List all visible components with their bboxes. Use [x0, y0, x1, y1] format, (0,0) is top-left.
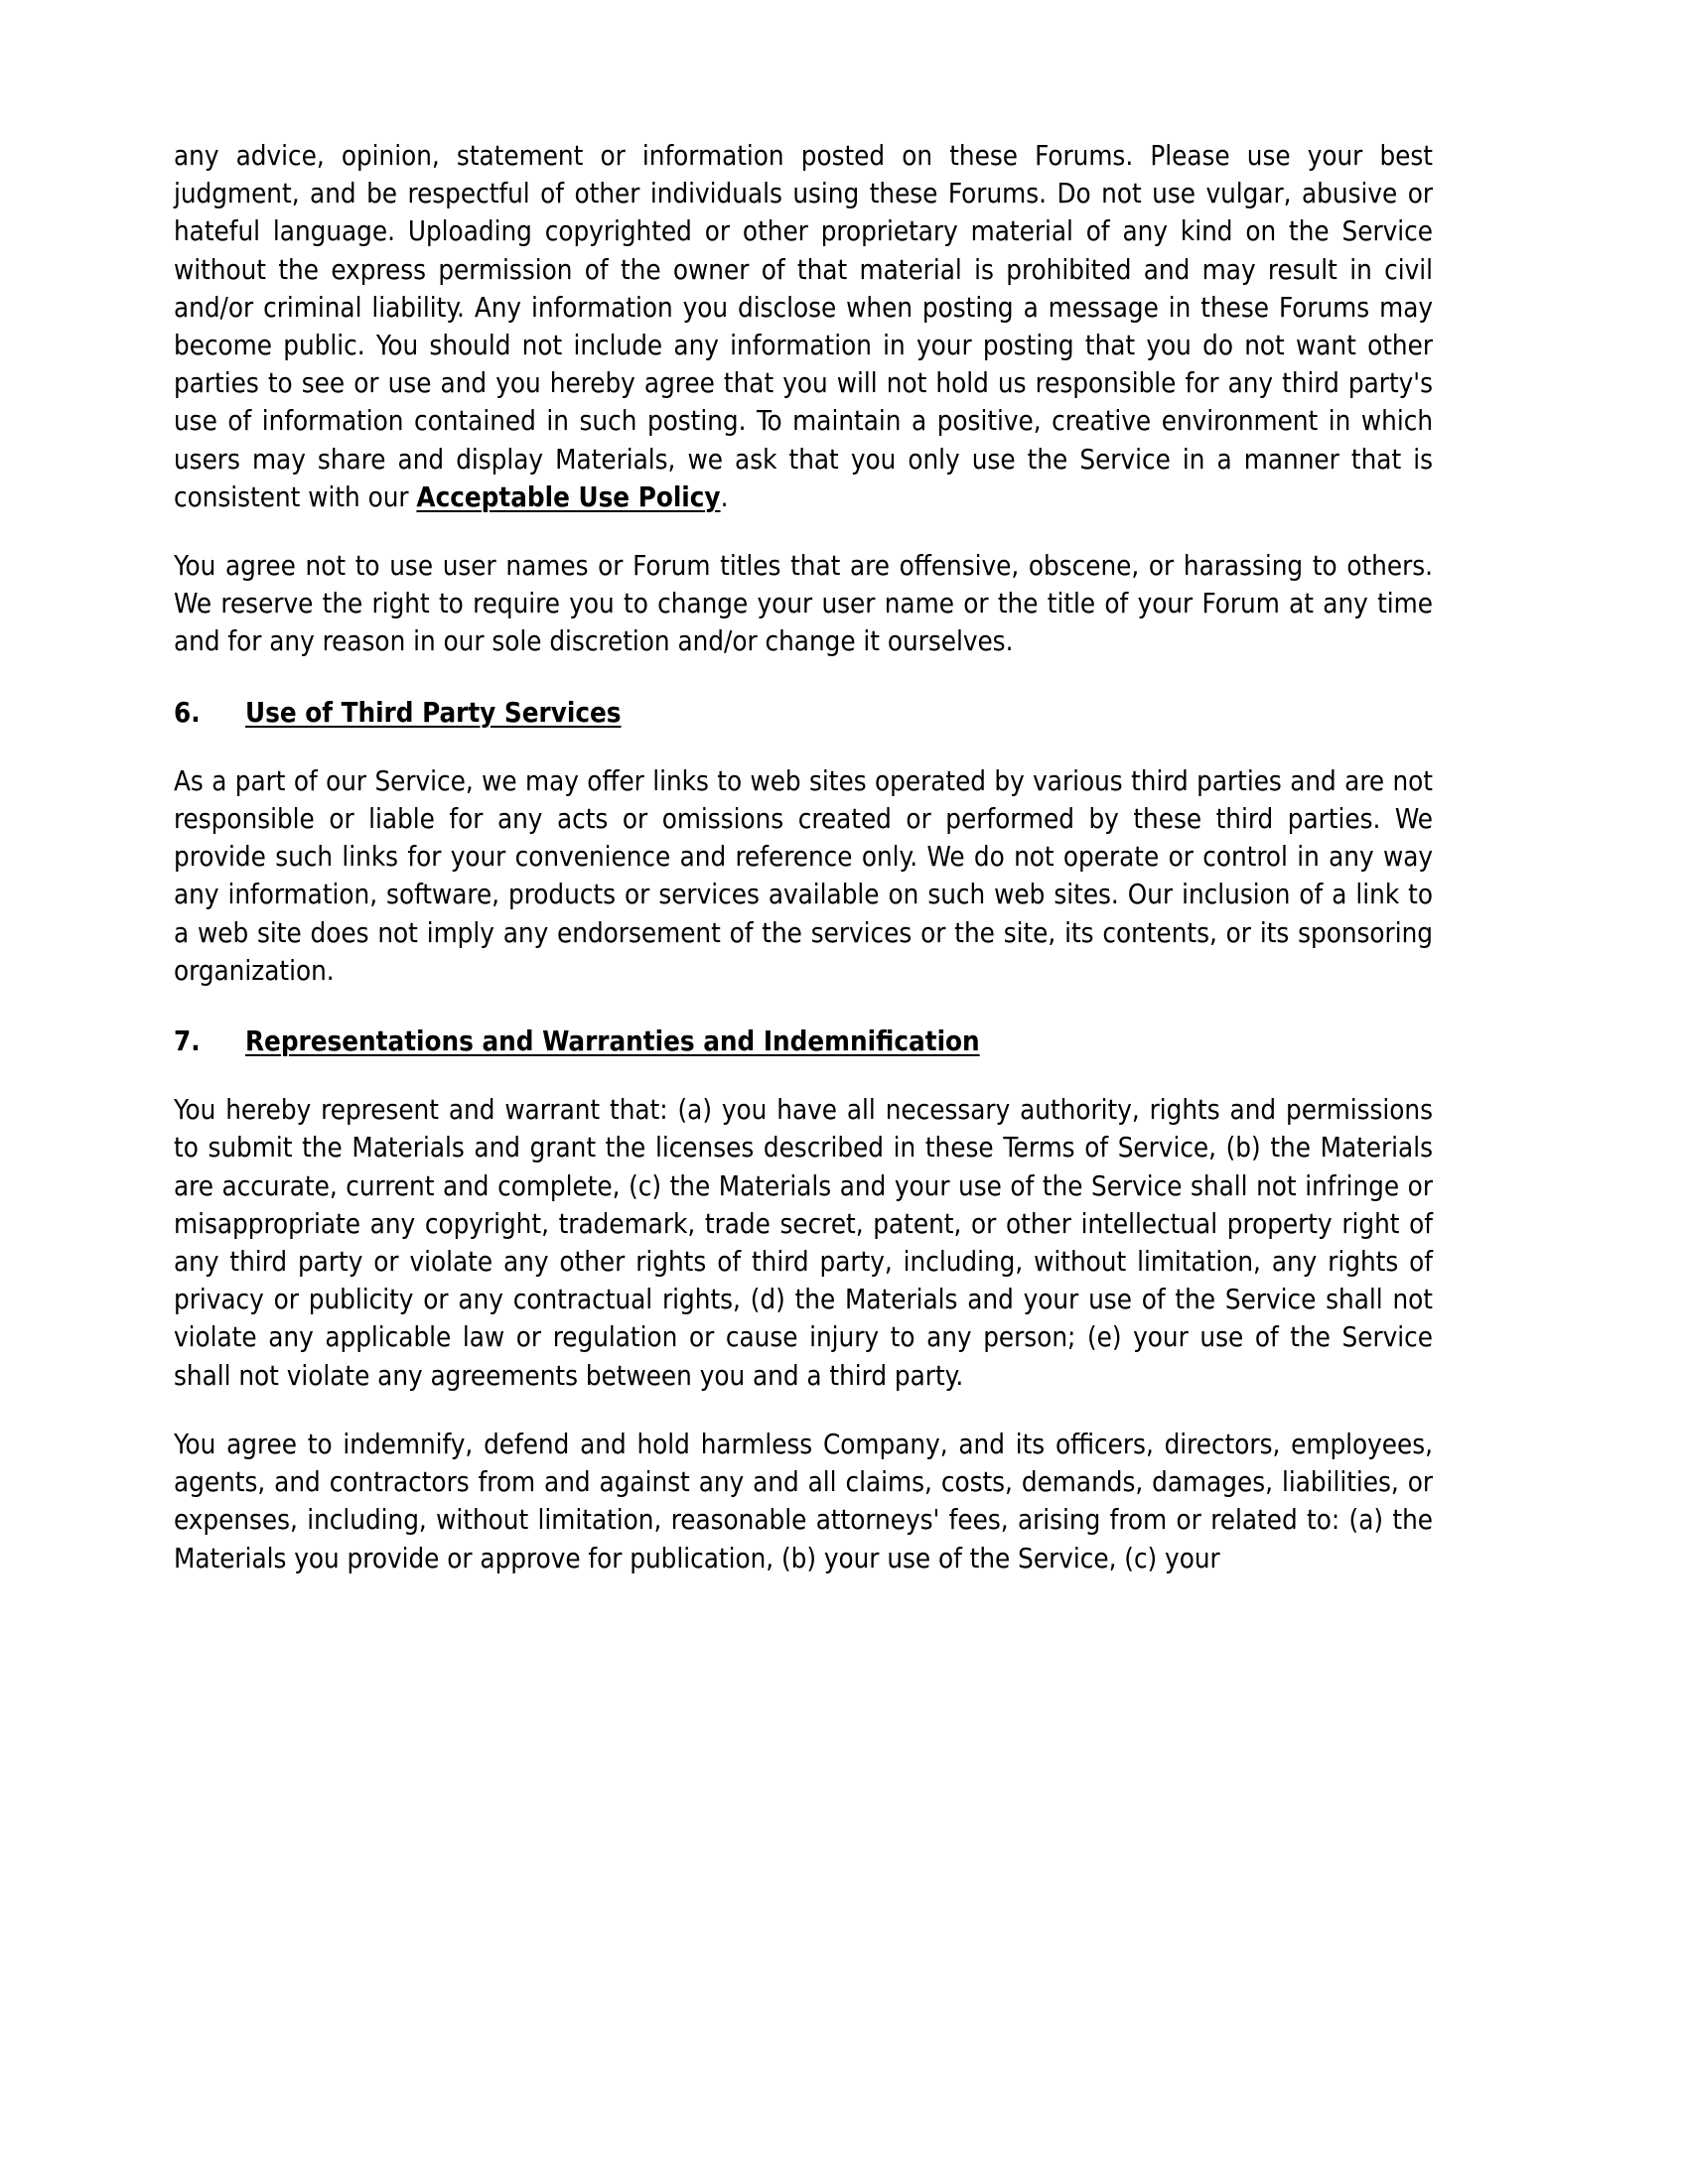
paragraph-indemnification: You agree to indemnify, defend and hold harmless Company, and its officers, directors, employees, agents, and contractors from and against any and all claims, costs, demands, damages, liabilities, or expenses, including, without limitation, reasonable attorneys' fees, arising from or related to: (a) the Materials you provide or approve for publication, (b) your use of the Service, (c) your: [174, 1428, 1433, 1574]
paragraph-forums-conduct: [174, 137, 1433, 516]
heading-7-title: Representations and Warranties and Indemnification: [245, 1025, 980, 1058]
acceptable-use-policy-link[interactable]: Acceptable Use Policy: [416, 480, 721, 513]
heading-7-number: 7.: [174, 1025, 201, 1058]
paragraph-text-tail: .: [720, 480, 729, 513]
paragraph-user-names: You agree not to use user names or Forum titles that are offensive, obscene, or harassing to others. We reserve the right to require you to change your user name or the title of your Forum at any time and for any reason in our sole discretion and/or change it ourselves.: [174, 550, 1433, 658]
heading-6-title: Use of Third Party Services: [245, 696, 622, 729]
paragraph-representations-warranties: You hereby represent and warrant that: (a) you have all necessary authority, rights and permissions to submit the Materials and grant the licenses described in these Terms of Service, (b) the Materials are accurate, current and complete, (c) the Materials and your use of the Service shall not infringe or misappropriate any copyright, trademark, trade secret, patent, or other intellectual property right of any third party or violate any other rights of third party, including, without limitation, any rights of privacy or publicity or any contractual rights, (d) the Materials and your use of the Service shall not violate any applicable law or regulation or cause injury to any person; (e) your use of the Service shall not violate any agreements between you and a third party.: [174, 1094, 1433, 1392]
paragraph-text-segment: any advice, opinion, statement or information posted on these Forums. Please use your best judgment, and be respectful of other individuals using these Forums. Do not use vulgar, abusive or hateful language. Uploading copyrighted or other proprietary material of any kind on the Service without the express permission of the owner of that material is prohibited and may result in civil and/or criminal liability. Any information you disclose when posting a message in these Forums may become public. You should not include any information in your posting that you do not want other parties to see or use and you hereby agree that you will not hold us responsible for any third party's use of information contained in such posting. To maintain a positive, creative environment in which users may share and display Materials, we ask that you only use the Service in a manner that is consistent with our: [174, 140, 1433, 513]
heading-section-7: [174, 1023, 1433, 1060]
paragraph-third-party-services: As a part of our Service, we may offer links to web sites operated by various third parties and are not responsible or liable for any acts or omissions created or performed by these third parties. We provide such links for your convenience and reference only. We do not operate or control in any way any information, software, products or services available on such web sites. Our inclusion of a link to a web site does not imply any endorsement of the services or the site, its contents, or its sponsoring organization.: [174, 764, 1433, 987]
heading-section-6: [174, 694, 1433, 732]
document-body: [174, 137, 1433, 1577]
heading-6-number: 6.: [174, 696, 201, 729]
